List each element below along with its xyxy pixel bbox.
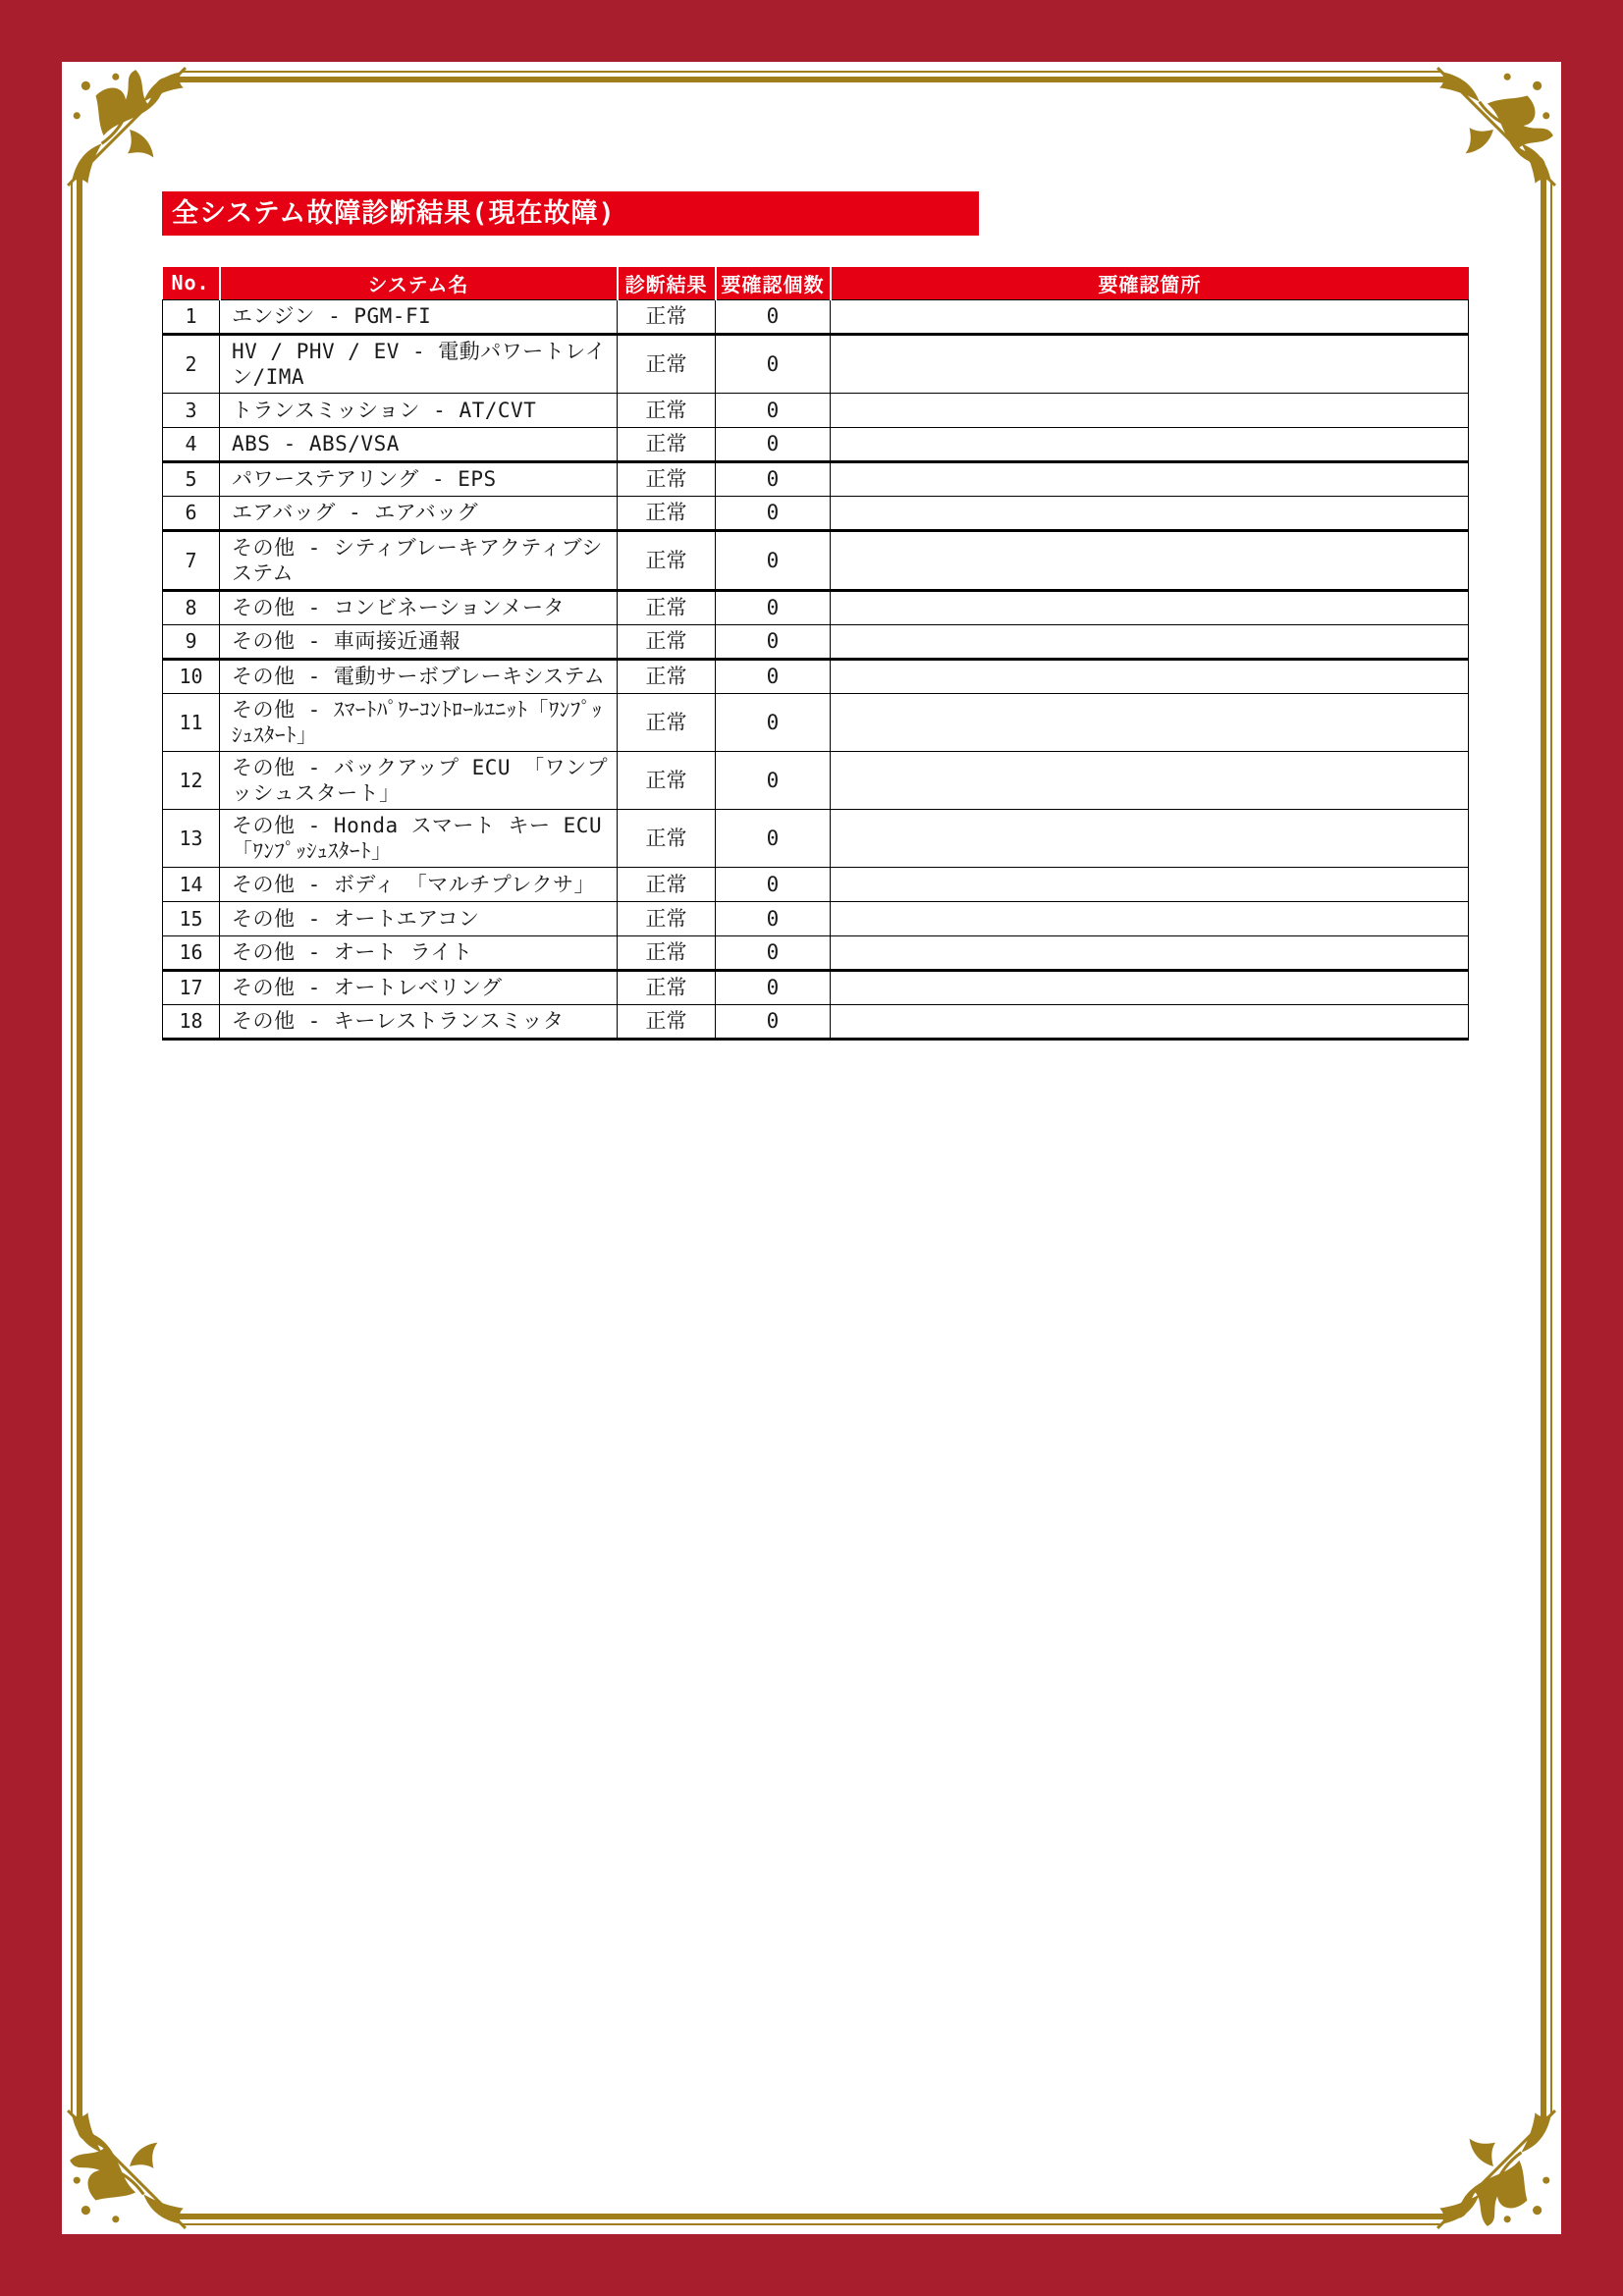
system-name: その他 - キーレストランスミッタ [220,1004,618,1039]
row-number: 12 [163,751,220,809]
column-header: 診断結果 [618,267,716,299]
table-row [163,935,1469,970]
row-number: 11 [163,693,220,751]
check-count: 0 [716,1004,831,1039]
check-count: 0 [716,659,831,693]
check-locations [831,659,1469,693]
check-count: 0 [716,530,831,590]
check-count: 0 [716,334,831,393]
system-name: その他 - 電動サーボブレーキシステム [220,659,618,693]
table-row [163,970,1469,1004]
system-name: その他 - ボディ 「マルチプレクサ」 [220,867,618,901]
row-number: 10 [163,659,220,693]
corner-ornament-top-left-icon [62,62,191,191]
table-row [163,659,1469,693]
system-name: その他 - シティブレーキアクティブシステム [220,530,618,590]
check-count: 0 [716,867,831,901]
corner-ornament-bottom-right-icon [1432,2105,1561,2234]
check-count: 0 [716,461,831,496]
table-row [163,693,1469,751]
check-locations [831,901,1469,935]
check-locations [831,393,1469,427]
system-name: その他 - バックアップ ECU 「ワンプッシュスタート」 [220,751,618,809]
check-locations [831,299,1469,334]
system-name: その他 - Honda スマート キー ECU「ﾜﾝﾌﾟｯｼｭｽﾀｰﾄ」 [220,809,618,867]
corner-ornament-bottom-left-icon [62,2105,191,2234]
check-count: 0 [716,590,831,624]
system-name: エアバッグ - エアバッグ [220,496,618,530]
check-count: 0 [716,901,831,935]
column-header: 要確認箇所 [831,267,1469,299]
row-number: 8 [163,590,220,624]
table-row [163,496,1469,530]
check-locations [831,590,1469,624]
diagnosis-result: 正常 [618,751,716,809]
check-locations [831,624,1469,659]
row-number: 7 [163,530,220,590]
table-row [163,624,1469,659]
table-row [163,590,1469,624]
table-row [163,901,1469,935]
row-number: 15 [163,901,220,935]
system-name: その他 - オートエアコン [220,901,618,935]
check-count: 0 [716,393,831,427]
check-count: 0 [716,427,831,461]
check-count: 0 [716,496,831,530]
check-locations [831,867,1469,901]
check-locations [831,970,1469,1004]
row-number: 5 [163,461,220,496]
diagnosis-result: 正常 [618,693,716,751]
system-name: HV / PHV / EV - 電動パワートレイン/IMA [220,334,618,393]
page-title: 全システム故障診断結果(現在故障) [162,191,979,236]
row-number: 17 [163,970,220,1004]
check-locations [831,935,1469,970]
row-number: 3 [163,393,220,427]
table-row [163,393,1469,427]
check-count: 0 [716,299,831,334]
diagnosis-result: 正常 [618,901,716,935]
system-name: その他 - 車両接近通報 [220,624,618,659]
system-name: その他 - オートレベリング [220,970,618,1004]
diagnosis-result: 正常 [618,935,716,970]
system-name: その他 - オート ライト [220,935,618,970]
row-number: 4 [163,427,220,461]
diagnosis-result: 正常 [618,299,716,334]
table-row [163,427,1469,461]
check-count: 0 [716,970,831,1004]
row-number: 18 [163,1004,220,1039]
diagnosis-result: 正常 [618,970,716,1004]
system-name: ABS - ABS/VSA [220,427,618,461]
corner-ornament-top-right-icon [1432,62,1561,191]
system-name: エンジン - PGM-FI [220,299,618,334]
diagnosis-result-table [162,267,1469,1041]
check-locations [831,1004,1469,1039]
row-number: 13 [163,809,220,867]
table-header-row [163,267,1469,299]
check-count: 0 [716,693,831,751]
table-row [163,299,1469,334]
row-number: 1 [163,299,220,334]
system-name: トランスミッション - AT/CVT [220,393,618,427]
column-header: No. [163,267,220,299]
diagnosis-result: 正常 [618,809,716,867]
table-row [163,530,1469,590]
system-name: その他 - コンビネーションメータ [220,590,618,624]
check-count: 0 [716,809,831,867]
diagnosis-result: 正常 [618,393,716,427]
check-locations [831,809,1469,867]
row-number: 9 [163,624,220,659]
check-locations [831,427,1469,461]
table-row [163,809,1469,867]
diagnosis-result: 正常 [618,461,716,496]
check-locations [831,461,1469,496]
check-count: 0 [716,624,831,659]
column-header: システム名 [220,267,618,299]
diagnosis-result: 正常 [618,659,716,693]
row-number: 6 [163,496,220,530]
table-body [163,299,1469,1039]
diagnosis-result: 正常 [618,1004,716,1039]
diagnosis-result: 正常 [618,334,716,393]
check-locations [831,530,1469,590]
table-row [163,751,1469,809]
check-locations [831,693,1469,751]
check-locations [831,334,1469,393]
diagnosis-result: 正常 [618,530,716,590]
check-locations [831,751,1469,809]
check-locations [831,496,1469,530]
system-name: パワーステアリング - EPS [220,461,618,496]
check-count: 0 [716,751,831,809]
table-row [163,334,1469,393]
column-header: 要確認個数 [716,267,831,299]
system-name: その他 - ｽﾏｰﾄﾊﾟﾜｰｺﾝﾄﾛｰﾙﾕﾆｯﾄ「ﾜﾝﾌﾟｯｼｭｽﾀｰﾄ」 [220,693,618,751]
check-count: 0 [716,935,831,970]
diagnosis-result: 正常 [618,496,716,530]
diagnosis-result: 正常 [618,867,716,901]
row-number: 2 [163,334,220,393]
diagnosis-result: 正常 [618,590,716,624]
row-number: 14 [163,867,220,901]
table-row [163,1004,1469,1039]
table-row [163,461,1469,496]
table-row [163,867,1469,901]
diagnosis-result: 正常 [618,427,716,461]
row-number: 16 [163,935,220,970]
diagnosis-result: 正常 [618,624,716,659]
